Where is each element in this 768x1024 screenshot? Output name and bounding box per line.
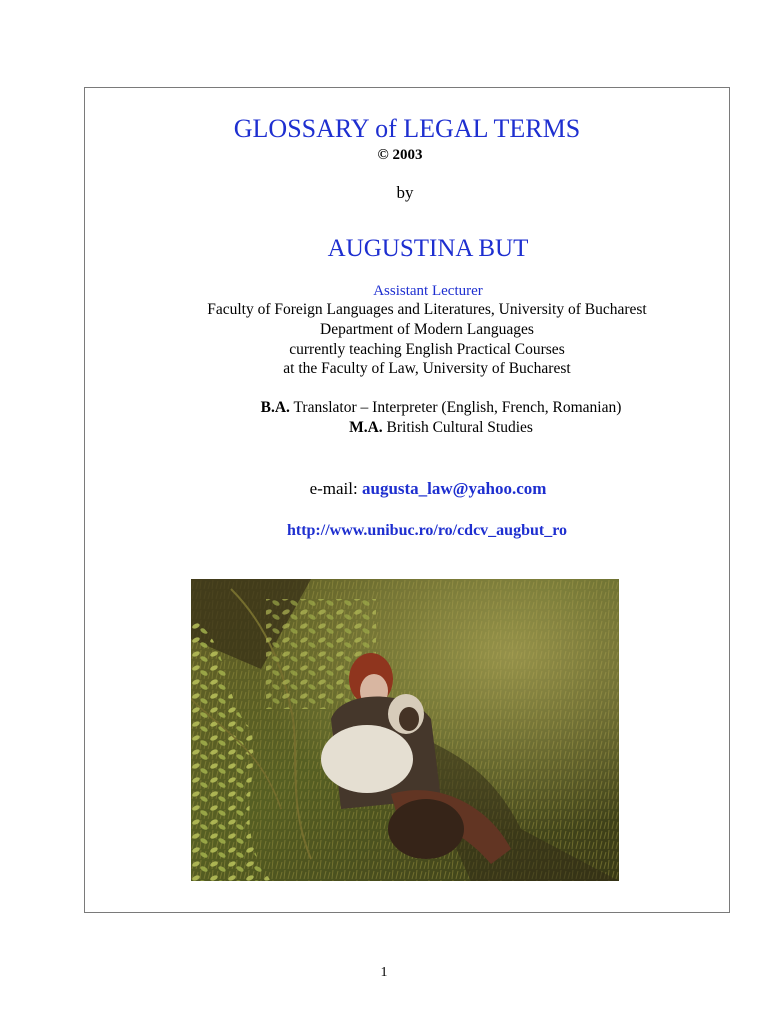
homepage-link[interactable]: http://www.unibuc.ro/ro/cdcv_augbut_ro bbox=[286, 522, 568, 539]
affiliation-line: Department of Modern Languages bbox=[320, 321, 534, 338]
email-link[interactable]: augusta_law@yahoo.com bbox=[361, 479, 547, 498]
author-name: AUGUSTINA BUT bbox=[327, 235, 529, 262]
degree-abbr: M.A. bbox=[349, 419, 383, 436]
email-row bbox=[118, 479, 738, 499]
degree-text: British Cultural Studies bbox=[382, 419, 533, 436]
document-title: GLOSSARY of LEGAL TERMS bbox=[233, 114, 581, 143]
email-label: e-mail: bbox=[309, 479, 362, 498]
degree-abbr: B.A. bbox=[260, 399, 290, 416]
degree-text: Translator – Interpreter (English, French, Romanian) bbox=[289, 399, 622, 416]
by-label: by bbox=[396, 183, 414, 202]
degree-ma bbox=[118, 419, 764, 437]
affiliation-line: Faculty of Foreign Languages and Literatures, University of Bucharest bbox=[207, 301, 647, 318]
affiliation-line: currently teaching English Practical Courses bbox=[289, 341, 565, 358]
affiliation-line: at the Faculty of Law, University of Bucharest bbox=[283, 360, 571, 377]
degree-ba bbox=[118, 399, 764, 417]
copyright: © 2003 bbox=[377, 147, 423, 163]
author-photo bbox=[191, 579, 619, 881]
page-number: 1 bbox=[380, 965, 388, 980]
author-role: Assistant Lecturer bbox=[373, 283, 483, 299]
